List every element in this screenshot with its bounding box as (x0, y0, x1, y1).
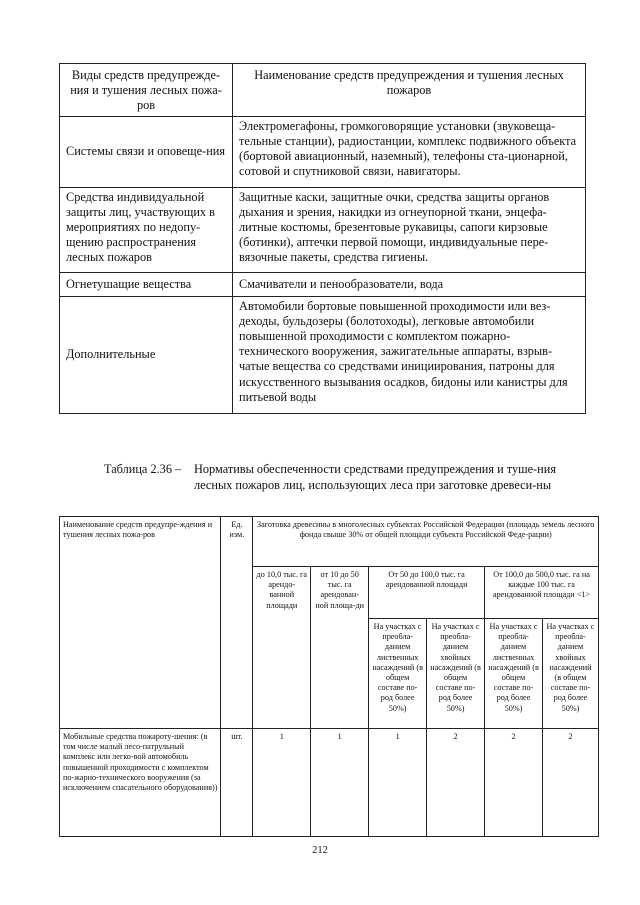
header-sub-4: От 100,0 до 500,0 тыс. га на каждые 100 тыс. га арендованной площади <1> (485, 567, 599, 619)
row-items: Электромегафоны, громкоговорящие установки (звуковеща-тельные станции), радиостанции, комплекс подвижного объекта (бортовой авиационный, наземный), телефоны ста-ционарной, сотовой и спутниковой связи, навигаторы. (233, 116, 586, 187)
header-name: Наименование средств предупре-ждения и тушения лесных пожа-ров (60, 517, 221, 729)
row-items: Смачиватели и пенообразователи, вода (233, 272, 586, 296)
row-items: Защитные каски, защитные очки, средства защиты органов дыхания и зрения, накидки из огнеупорной ткани, энцефа-литные костюмы, брезентовые рукавицы, сапоги кирзовые (ботинки), аптечки первой помощи, индивидуальные пере-вязочные пакеты, средства гигиены. (233, 187, 586, 272)
prevention-means-table (59, 63, 586, 414)
row-kind: Системы связи и оповеще-ния (60, 116, 233, 187)
header-leaf-1: На участках с преобла-данием лиственных насаждений (в общем составе по-род более 50%) (369, 619, 427, 729)
row-value: 1 (253, 729, 311, 837)
header-group: Заготовка древесины в многолесных субъектах Российской Федерации (площадь земель лесного фонда свыше 30% от общей площади субъекта Российской Феде-рации) (253, 517, 599, 567)
header-kind: Виды средств предупрежде-ния и тушения лесных пожа-ров (60, 64, 233, 117)
row-kind: Дополнительные (60, 296, 233, 413)
header-sub-2: от 10 до 50 тыс. га арендован-ной площа-ди (311, 567, 369, 729)
header-leaf-4: На участках с преобла-данием хвойных насаждений (в общем составе по-род более 50%) (542, 619, 598, 729)
header-sub-1: до 10,0 тыс. га арендо-ванной площади (253, 567, 311, 729)
header-unit: Ед. изм. (221, 517, 253, 729)
row-items: Автомобили бортовые повышенной проходимости или вез-деходы, бульдозеры (болотоходы), легковые автомобили повышенной проходимости с комплектом пожарно-технического вооружения, зажигательные аппараты, взрыв-чатые вещества со средствами инициирования, патроны для искусственного вызывания осадков, бидоны или канистры для питьевой воды (233, 296, 586, 413)
row-value: 2 (485, 729, 543, 837)
header-items: Наименование средств предупреждения и тушения лесных пожаров (233, 64, 586, 117)
table-row (60, 729, 599, 837)
row-value: 1 (311, 729, 369, 837)
row-kind: Огнетушащие вещества (60, 272, 233, 296)
row-kind: Средства индивидуальной защиты лиц, участвующих в мероприятиях по недопу-щению распространения лесных пожаров (60, 187, 233, 272)
header-sub-3: От 50 до 100,0 тыс. га арендованной площади (369, 567, 485, 619)
page-number: 212 (312, 845, 328, 856)
table-row (60, 116, 586, 187)
row-value: 2 (542, 729, 598, 837)
table-row (60, 296, 586, 413)
caption-label: Таблица 2.36 – (104, 462, 182, 476)
row-name: Мобильные средства пожароту-шения: (в том числе малый лесо-патрульный комплекс или легко-вой автомобиль повышенной проходимости с комплектом по-жарно-технического вооружения (за исключением спасательного оборудования)) (60, 729, 221, 837)
caption-text: Нормативы обеспеченности средствами предупреждения и туше-ния лесных пожаров лиц, использующих леса при заготовке древеси-ны (194, 462, 556, 492)
standards-table (59, 516, 599, 837)
row-value: 2 (427, 729, 485, 837)
header-row-1 (60, 517, 599, 567)
table-row (60, 272, 586, 296)
table-header-row (60, 64, 586, 117)
header-leaf-3: На участках с преобла-данием лиственных насаждений (в общем составе по-род более 50%) (485, 619, 543, 729)
row-unit: шт. (221, 729, 253, 837)
row-value: 1 (369, 729, 427, 837)
table-row (60, 187, 586, 272)
header-leaf-2: На участках с преобла-данием хвойных насаждений (в общем составе по-род более 50%) (427, 619, 485, 729)
